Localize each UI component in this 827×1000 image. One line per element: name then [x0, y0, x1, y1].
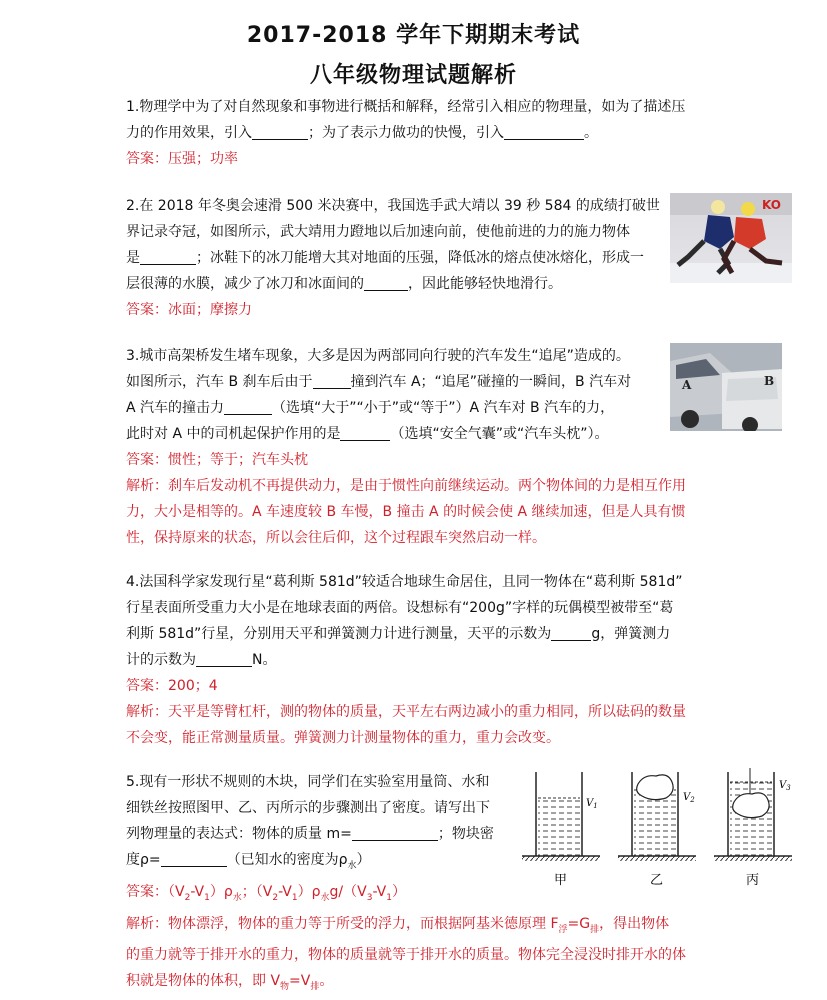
question-2 [126, 193, 666, 323]
q3-blank-2 [224, 398, 272, 415]
question-1 [126, 94, 726, 172]
q4-line1: 4.法国科学家发现行星“葛利斯 581d”较适合地球生命居住，且同一物体在“葛利斯 581d” [126, 574, 683, 590]
q2-line3 [126, 245, 666, 271]
q2-text-d: ，因此能够轻快地滑行。 [408, 276, 562, 292]
q2-text-c: 层很薄的水膜，减少了冰刀和冰面间的 [126, 276, 364, 292]
car-label-b: B [764, 374, 775, 388]
q1-blank-2 [504, 123, 584, 140]
skater-illustration [670, 193, 792, 283]
q5-text-e: ） [356, 852, 371, 868]
q2-blank-1 [140, 248, 196, 265]
q3-text-d: （选填“大于”“小于”或“等于”）A 汽车对 B 汽车的力， [272, 400, 615, 416]
q1-line1: 1.物理学中为了对自然现象和事物进行概括和解释，经常引入相应的物理量，如为了描述压 [126, 99, 686, 115]
q5-exp-part: 积就是物体的体积，即 V [126, 973, 281, 990]
label-v1: $V_1$ [586, 798, 598, 810]
q1-blank-1 [252, 123, 308, 140]
question-3 [126, 343, 686, 551]
q5-ans-part: ）ρ [209, 883, 233, 900]
q4-explain-1: 解析：天平是等臂杠杆，测的物体的质量，天平左右两边减小的重力相同，所以砝码的数量 [126, 704, 686, 720]
q3-blank-1 [313, 372, 351, 389]
question-4 [126, 569, 726, 751]
q5-ans-part: g/（V [329, 883, 367, 900]
q3-text-a: 如图所示，汽车 B 刹车后由于 [126, 374, 313, 390]
q5-blank-1 [352, 824, 438, 841]
q5-exp-sub: 排 [310, 982, 320, 993]
q2-blank-2 [364, 274, 408, 291]
q5-ans-part: ）ρ [297, 883, 321, 900]
cylinder-bing [714, 768, 792, 861]
q5-text-c: 度ρ= [126, 852, 161, 868]
label-bing: 丙 [746, 873, 760, 888]
q5-exp-sub: 排 [590, 924, 600, 935]
q3-answer: 答案：惯性；等于；汽车头枕 [126, 452, 308, 468]
q3-explain-1: 解析：刹车后发动机不再提供动力，是由于惯性向前继续运动。两个物体间的力是相互作用 [126, 478, 686, 494]
q5-ans-part: ） [392, 883, 406, 900]
q5-ans-sub: 水 [232, 892, 242, 903]
q4-blank-1 [551, 624, 591, 641]
q3-text-b: 撞到汽车 A；“追尾”碰撞的一瞬间，B 汽车对 [350, 374, 632, 390]
q1-text-a: 力的作用效果，引入 [126, 125, 252, 141]
q3-text-c: A 汽车的撞击力 [126, 400, 225, 416]
q1-line2 [126, 120, 726, 146]
q2-text-b: ；冰鞋下的冰刀能增大其对地面的压强，降低冰的熔点使冰熔化，形成一 [196, 250, 644, 266]
q5-line2: 细铁丝按照图甲、乙、丙所示的步骤测出了密度。请写出下 [126, 800, 490, 816]
skater-photo [670, 193, 792, 283]
q5-ans-sub: 水 [320, 892, 330, 903]
q5-exp-sub: 物 [280, 982, 290, 993]
q5-ans-part: ；（V [241, 883, 273, 900]
label-jia: 甲 [554, 873, 568, 888]
q3-line3 [126, 395, 686, 421]
cylinder-jia [522, 772, 600, 861]
q5-text-d: （已知水的密度为ρ [226, 852, 348, 868]
q2-text-a: 是 [126, 250, 140, 266]
label-v2: $V_2$ [683, 792, 695, 804]
label-v3: $V_3$ [779, 780, 791, 792]
skater-banner-text: KO [762, 198, 781, 212]
q5-exp-sub: 浮 [558, 924, 568, 935]
q5-ans-part: -V [372, 883, 387, 900]
q4-line4 [126, 647, 726, 673]
q5-explain-2: 的重力就等于排开水的重力，物体的质量就等于排开水的质量。物体完全浸没时排开水的体 [126, 947, 686, 964]
q4-line2: 行星表面所受重力大小是在地球表面的两倍。设想标有“200g”字样的玩偶模型被带至“葛 [126, 600, 674, 616]
q5-exp-part: =G [567, 915, 591, 932]
q4-explain-2: 不会变，能正常测量质量。弹簧测力计测量物体的重力，重力会改变。 [126, 730, 560, 746]
q3-line4 [126, 421, 686, 447]
q5-text-a: 列物理量的表达式：物体的质量 m= [126, 826, 352, 842]
q5-sub-water: 水 [347, 860, 357, 871]
q5-ans-sub: 1 [291, 892, 298, 903]
q3-explain-3: 性，保持原来的状态，所以会往后仰，这个过程跟车突然启动一样。 [126, 530, 546, 546]
q5-line1: 5.现有一形状不规则的木块，同学们在实验室用量筒、水和 [126, 774, 490, 790]
q5-ans-part: -V [190, 883, 205, 900]
q5-ans-part: 答案：（V [126, 883, 185, 900]
q4-line3 [126, 621, 726, 647]
q2-answer: 答案：冰面；摩擦力 [126, 302, 252, 318]
q3-text-e: 此时对 A 中的司机起保护作用的是 [126, 426, 341, 442]
q4-blank-2 [196, 650, 252, 667]
q5-ans-sub: 2 [184, 892, 191, 903]
q5-blank-2 [161, 850, 227, 867]
q5-exp-part: =V [289, 973, 311, 990]
q5-exp-part: ，得出物体 [599, 915, 670, 932]
q3-explain-2: 力，大小是相等的。A 车速度较 B 车慢，B 撞击 A 的时候会使 A 继续加速，但是人具有惯 [126, 504, 686, 520]
q4-text-c: 计的示数为 [126, 652, 196, 668]
car-label-a: A [682, 378, 692, 392]
q5-ans-part: -V [278, 883, 292, 900]
q3-line2 [126, 369, 686, 395]
label-yi: 乙 [650, 873, 664, 888]
q3-blank-3 [340, 424, 390, 441]
q2-line1: 2.在 2018 年冬奥会速滑 500 米决赛中，我国选手武大靖以 39 秒 584 的成绩打破世 [126, 198, 660, 214]
q5-text-b: ；物块密 [437, 826, 494, 842]
q5-ans-sub: 1 [386, 892, 392, 903]
cylinder-yi [618, 772, 696, 861]
cylinder-figure [518, 768, 808, 890]
q5-exp-part: 解析：物体漂浮，物体的重力等于所受的浮力，而根据阿基米德原理 F [126, 915, 559, 932]
car-crash-illustration [670, 343, 782, 431]
q4-text-a: 利斯 581d”行星，分别用天平和弹簧测力计进行测量，天平的示数为 [126, 626, 552, 642]
q4-answer: 答案：200；4 [126, 678, 218, 694]
q5-exp-part: 。 [319, 973, 334, 990]
page-subtitle: 八年级物理试题解析 [309, 63, 517, 88]
q1-text-b: ；为了表示力做功的快慢，引入 [308, 125, 504, 141]
q1-answer: 答案：压强；功率 [126, 151, 238, 167]
q3-text-f: （选填“安全气囊”或“汽车头枕”）。 [390, 426, 609, 442]
q1-text-c: 。 [584, 125, 598, 141]
q4-text-b: g，弹簧测力 [591, 626, 671, 642]
q5-explain-3 [126, 968, 726, 1000]
q5-ans-sub: 3 [366, 892, 373, 903]
q5-ans-sub: 2 [272, 892, 279, 903]
q2-line2: 界记录夺冠，如图所示，武大靖用力蹬地以后加速向前，使他前进的力的施力物体 [126, 224, 630, 240]
q3-line1: 3.城市高架桥发生堵车现象，大多是因为两部同向行驶的汽车发生“追尾”造成的。 [126, 348, 630, 364]
q2-line4 [126, 271, 666, 297]
q5-ans-sub: 1 [204, 892, 210, 903]
page-title: 2017-2018 学年下期期末考试 [246, 23, 581, 48]
q5-explain-1 [126, 911, 726, 943]
car-crash-photo [670, 343, 782, 431]
q4-text-d: N。 [252, 652, 277, 668]
